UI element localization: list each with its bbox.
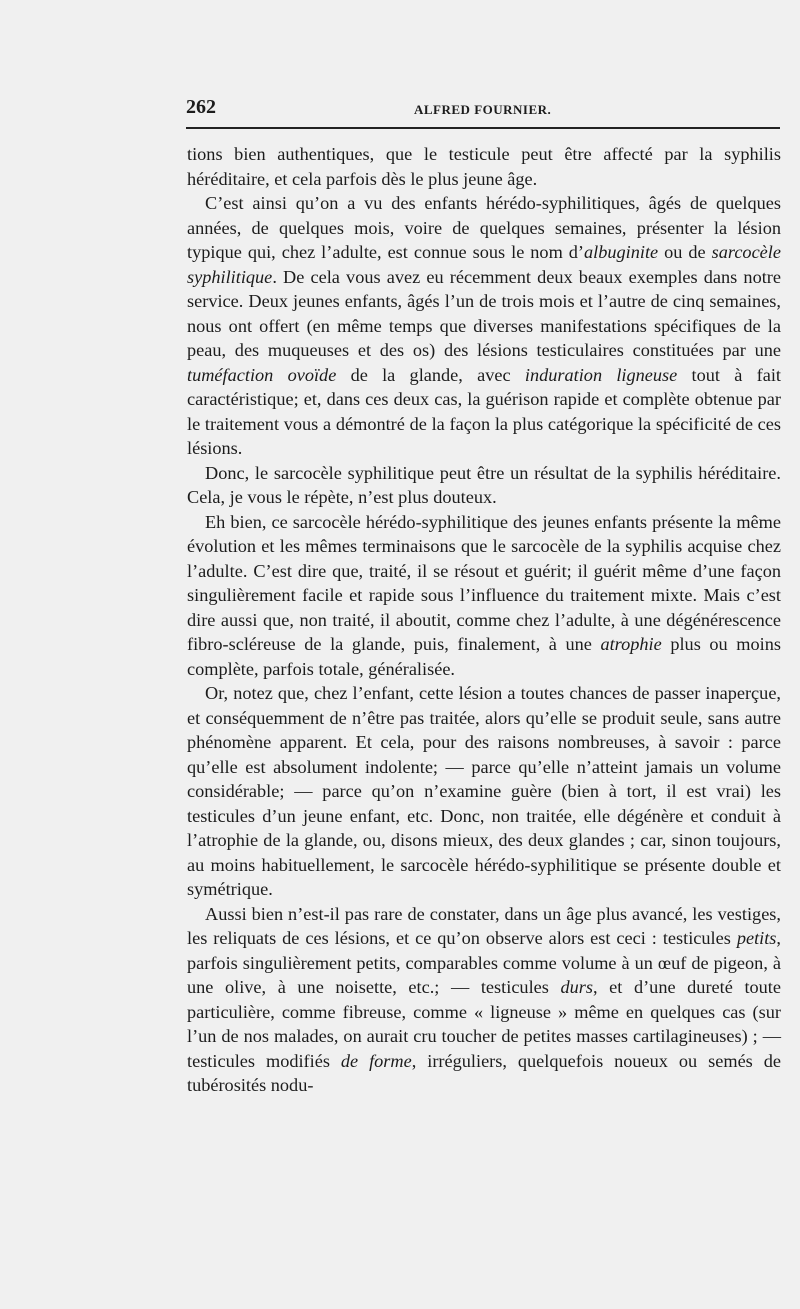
page-number: 262 (186, 96, 216, 118)
body-text (187, 142, 781, 1098)
text-segment: plus ou moins complète, parfois totale, généralisée. (187, 634, 781, 679)
text-segment: , et d’une dureté toute particulière, comme fibreuse, comme « ligneuse » même en quelques cas (sur l’un de nos malades, on aurait cru toucher de petites masses cartilagineuses) ; — testicules modifiés (187, 977, 781, 1071)
text-segment: de la glande, avec (336, 364, 525, 385)
running-head: ALFRED FOURNIER. (414, 102, 552, 117)
page-header (186, 92, 782, 122)
paragraph (187, 510, 781, 682)
text-segment: Aussi bien n’est-il pas rare de constater, dans un âge plus avancé, les vestiges, les reliquats de ces lésions, et ce qu’on observe alors est ceci : testicules (187, 903, 781, 948)
paragraph (187, 902, 781, 1098)
text-segment: Or, notez que, chez l’enfant, cette lésion a toutes chances de passer inaperçue, et conséquemment de n’être pas traitée, alors qu’elle se produit seule, sans autre phénomène apparent. Et cela, pour des raisons nombreuses, à savoir : parce qu’elle est absolument indolente; — parce qu’elle n’atteint jamais un volume considérable; — parce qu’on n’examine guère (bien à tort, il est vrai) les testicules d’un jeune enfant, etc. Donc, non traitée, elle dégénère et conduit à l’atrophie de la glande, ou, disons mieux, des deux glandes ; car, sinon toujours, au moins habituellement, le sarcocèle hérédo-syphilitique se présente double et symétrique. (187, 683, 781, 899)
text-segment: Eh bien, ce sarcocèle hérédo-syphilitique des jeunes enfants présente la même évolution et les mêmes terminaisons que le sarcocèle de la syphilis acquise chez l’adulte. C’est dire que, traité, il se résout et guérit; il guérit même d’une façon singulièrement facile et rapide sous l’influence du traitement mixte. Mais c’est dire aussi que, non traité, il aboutit, comme chez l’adulte, à une dégénérescence fibro-scléreuse de la glande, puis, finalement, à une (187, 511, 781, 654)
text-segment: Donc, le sarcocèle syphilitique peut être un résultat de la syphilis héréditaire. Cela, je vous le répète, n’est plus douteux. (187, 462, 781, 507)
text-segment: tout à fait caractéristique; et, dans ces deux cas, la guérison rapide et complète obtenue par le traitement vous a démontré de la façon la plus catégorique la spécificité de ces lésions. (187, 364, 781, 458)
text-segment: ou de (658, 242, 712, 262)
text-segment: tions bien authentiques, que le testicule peut être affecté par la syphilis héréditaire, et cela parfois dès le plus jeune âge. (187, 144, 781, 189)
italic-text: petits (736, 928, 777, 948)
paragraph (187, 142, 781, 191)
italic-text: de forme (340, 1050, 412, 1071)
header-rule (186, 127, 780, 129)
italic-text: durs (560, 977, 593, 997)
text-segment: , irréguliers, quelquefois noueux ou semés de tubérosités nodu- (187, 1050, 781, 1095)
paragraph (187, 461, 781, 510)
text-segment: , parfois singulièrement petits, comparables comme volume à un œuf de pigeon, à une olive, à une noisette, etc.; — testicules (187, 928, 781, 997)
italic-text: tuméfaction ovoïde (187, 364, 337, 385)
text-segment: . De cela vous avez eu récemment deux beaux exemples dans notre service. Deux jeunes enfants, âgés l’un de trois mois et l’autre de cinq semaines, nous ont offert (en même temps que diverses manifestations spécifiques de la peau, des muqueuses et des os) des lésions testiculaires constituées par une (187, 266, 781, 360)
italic-text: albuginite (584, 242, 659, 262)
paragraph (187, 191, 781, 461)
text-segment: C’est ainsi qu’on a vu des enfants hérédo-syphilitiques, âgés de quelques années, de quelques mois, voire de quelques semaines, présenter la lésion typique qui, chez l’adulte, est connue sous le nom d’ (187, 193, 781, 262)
italic-text: atrophie (600, 634, 662, 654)
italic-text: induration ligneuse (524, 364, 678, 385)
paragraph (187, 681, 781, 902)
italic-text: sarcocèle syphilitique (187, 242, 781, 287)
